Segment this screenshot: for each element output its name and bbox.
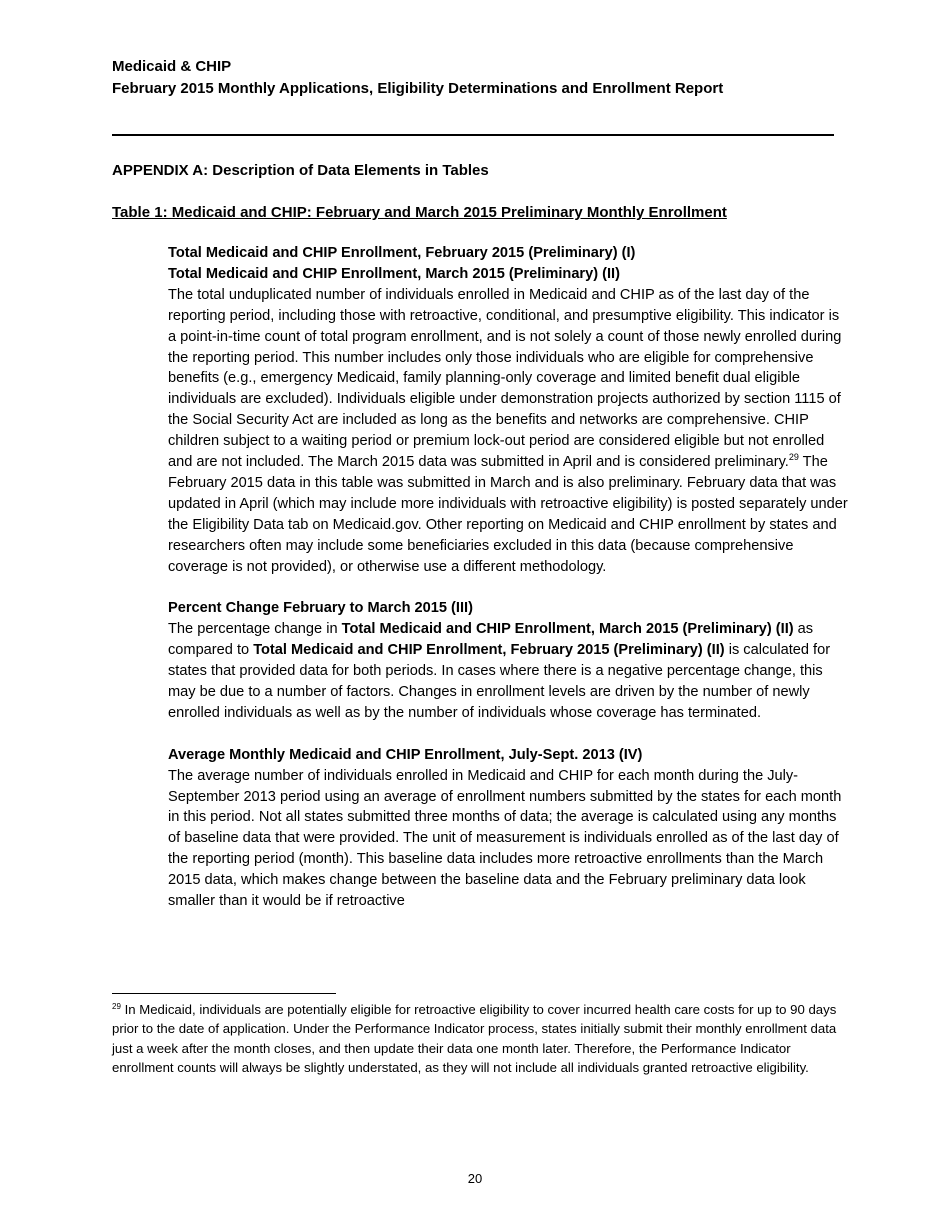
section2-paragraph <box>168 619 848 724</box>
footnote-number: 29 <box>112 1002 121 1011</box>
section1-heading-1: Total Medicaid and CHIP Enrollment, February 2015 (Preliminary) (I) <box>168 245 636 261</box>
section2-bold-b: Total Medicaid and CHIP Enrollment, February 2015 (Preliminary) (II) <box>253 642 725 659</box>
report-header <box>112 56 852 100</box>
section3-paragraph: The average number of individuals enrolled in Medicaid and CHIP for each month during the July-September 2013 period using an average of enrollment numbers submitted by the states for each month in this period. Not all states submitted three months of data; the average is calculated using any months of baseline data that were provided. The unit of measurement is individuals enrolled as of the last day of the reporting period (month). This baseline data includes more retroactive enrollments than the March 2015 data, which makes change between the baseline data and the February preliminary data look smaller than it would be if retroactive <box>168 767 842 910</box>
section2-text-a: The percentage change in <box>168 621 342 638</box>
footnote-text: In Medicaid, individuals are potentially eligible for retroactive eligibility to cover incurred health care costs for up to 90 days prior to the date of application. Under the Performance Indicator process, states initially submit their monthly enrollment data just a week after the month closes, and then update their data one month later. Therefore, the Performance Indicator enrollment counts will always be slightly understated, as they will not include all individuals granted retroactive eligibility. <box>112 1002 837 1075</box>
section2-text-c: is calculated for states that provided data for both periods. In cases where there is a negative percentage change, this may be due to a number of factors. Changes in enrollment levels are driven by the number of newly enrolled individuals as well as by the number of individuals whose coverage has terminated. <box>168 642 831 721</box>
section3-heading: Average Monthly Medicaid and CHIP Enrollment, July-Sept. 2013 (IV) <box>168 746 643 763</box>
section2-text-b: as compared to <box>168 621 814 659</box>
page-number: 20 <box>467 1171 483 1186</box>
section2-bold-a: Total Medicaid and CHIP Enrollment, March 2015 (Preliminary) (II) <box>341 621 794 638</box>
section1-paragraph <box>168 285 848 578</box>
header-divider <box>112 134 834 136</box>
section1-heading-2: Total Medicaid and CHIP Enrollment, March 2015 (Preliminary) (II) <box>168 265 620 282</box>
document-body <box>168 243 848 912</box>
section2-heading: Percent Change February to March 2015 (III) <box>168 600 473 617</box>
header-line-1: Medicaid & CHIP <box>112 58 232 75</box>
header-line-2: February 2015 Monthly Applications, Eligibility Determinations and Enrollment Report <box>112 80 724 97</box>
footnote-divider <box>112 993 336 994</box>
footnote-reference[interactable]: 29 <box>788 452 799 463</box>
section1-text-a: The total unduplicated number of individuals enrolled in Medicaid and CHIP as of the last day of the reporting period, including those with retroactive, conditional, and presumptive eligibility. This indicator is a point-in-time count of total program enrollment, and is not solely a count of those newly enrolled during the reporting period. This number includes only those individuals who are eligible for comprehensive benefits (e.g., emergency Medicaid, family planning-only coverage and limited benefit dual eligible individuals are excluded). Individuals eligible under demonstration projects authorized by section 1115 of the Social Security Act are included as long as the benefits and networks are comprehensive. CHIP children subject to a waiting period or premium lock-out period are considered eligible but not enrolled and are not included. The March 2015 data was submitted in April and is considered preliminary. <box>168 286 842 471</box>
section1-text-b: The February 2015 data in this table was submitted in March and is also preliminary. February data that was updated in April (which may include more individuals with retroactive eligibility) is posted separately under the Eligibility Data tab on Medicaid.gov. Other reporting on Medicaid and CHIP enrollment by states and researchers often may include some beneficiaries excluded in this data (because comprehensive coverage is not provided), or otherwise use a different methodology. <box>168 454 848 575</box>
table-title: Table 1: Medicaid and CHIP: February and March 2015 Preliminary Monthly Enrollment <box>112 204 727 221</box>
footnote <box>112 1000 842 1077</box>
appendix-title: APPENDIX A: Description of Data Elements in Tables <box>112 162 489 179</box>
